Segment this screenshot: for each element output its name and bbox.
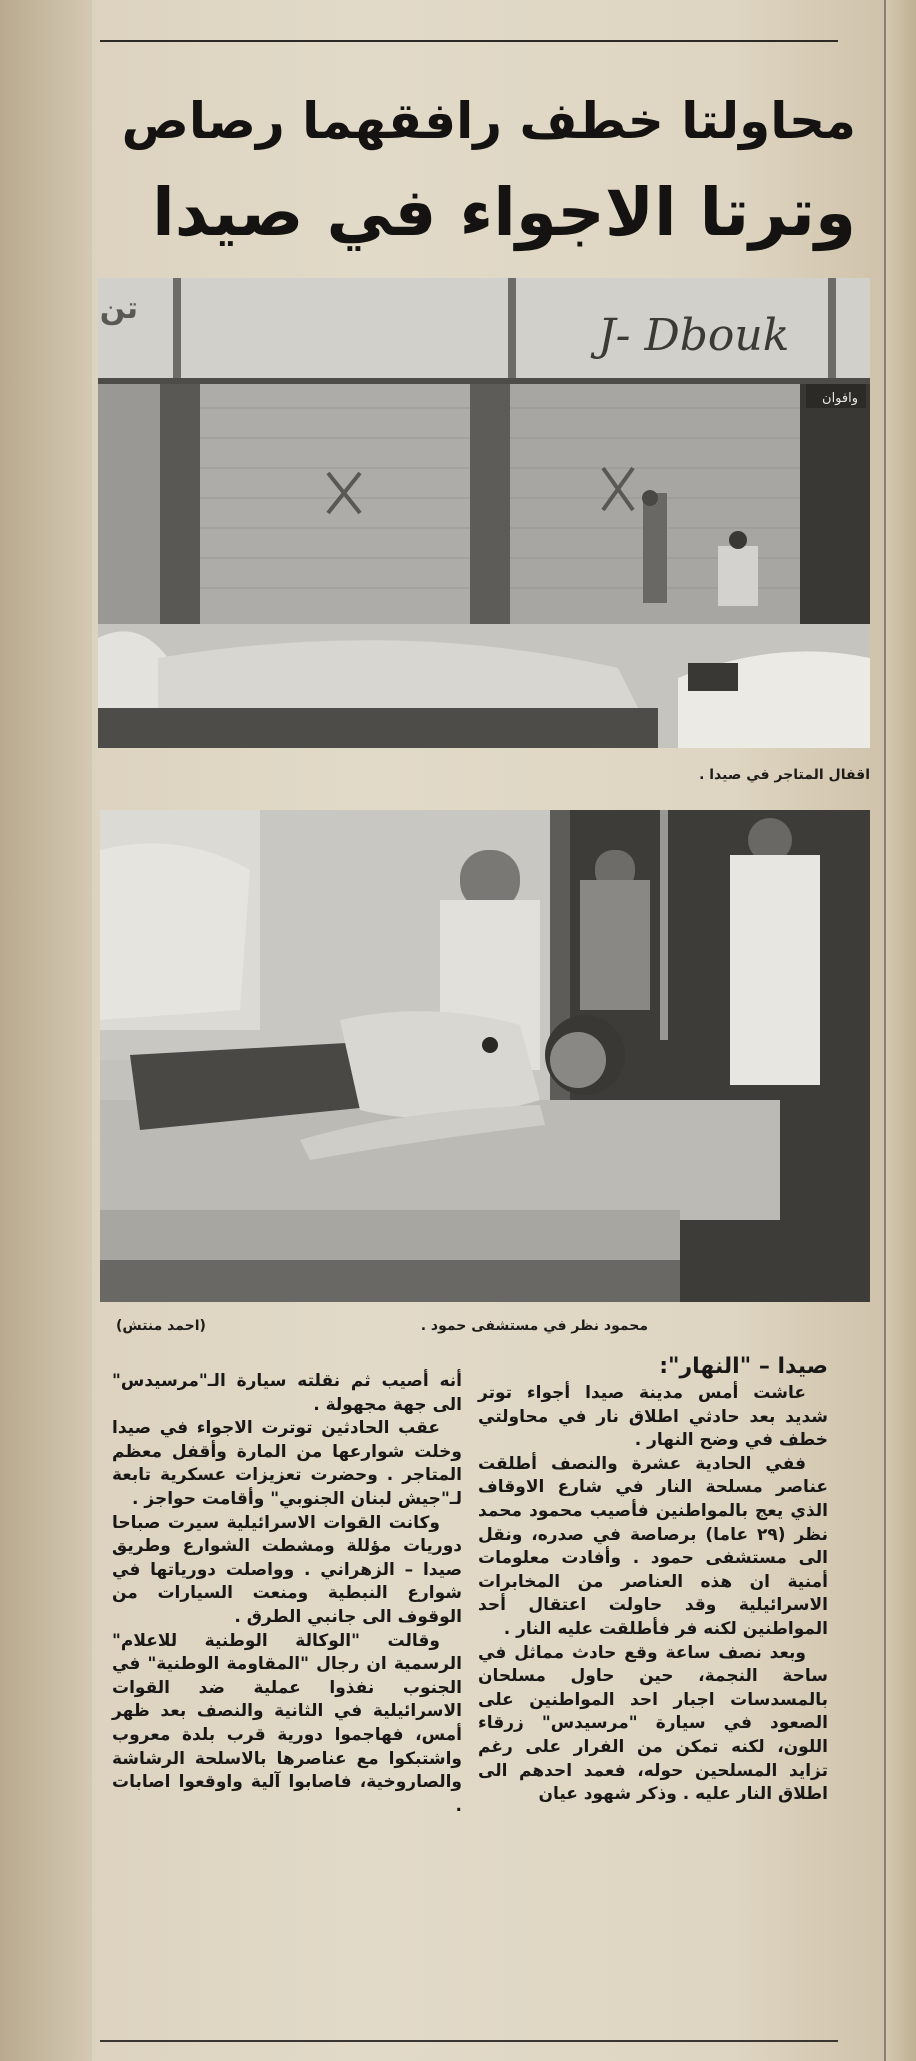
page-edge [886, 0, 916, 2061]
column-rule [884, 0, 886, 2061]
dateline: صيدا – "النهار": [659, 1354, 828, 1379]
headline-line-1: محاولتا خطف رافقهما رصاص [121, 92, 856, 150]
shop-sign-right: وافوان [822, 391, 858, 406]
article-column-left [112, 1370, 462, 1818]
paragraph: عقب الحادثين توترت الاجواء في صيدا وخلت شوارعها من المارة وأقفل معظم المتاجر . وحضرت تعزيزات عسكرية تابعة لـ"جيش لبنان الجنوبي" وأقامت حواجز . [112, 1418, 462, 1509]
article-column-right [478, 1352, 828, 1807]
page-margin-shadow [0, 0, 92, 2061]
bottom-rule [100, 2040, 838, 2042]
paragraph: وبعد نصف ساعة وقع حادث مماثل في ساحة النجمة، حين حاول مسلحان بالمسدسات اجبار احد المواطنين على الصعود في سيارة "مرسيدس" زرقاء اللون، لكنه تمكن من الفرار على رغم تزايد المسلحين حوله، فعمد احدهم الى اطلاق النار عليه . وذكر شهود عيان [478, 1642, 828, 1805]
photo-hospital [100, 810, 870, 1302]
photo-closed-shops [98, 278, 870, 748]
top-rule [100, 40, 838, 42]
closed-shops-illustration [98, 278, 870, 748]
photo-credit: (احمد منتش) [116, 1318, 206, 1334]
photo1-caption: اقفال المتاجر في صيدا . [699, 767, 870, 783]
headline-line-2: وترتا الاجواء في صيدا [152, 174, 856, 251]
photo2-caption: محمود نظر في مستشفى حمود . [420, 1318, 648, 1334]
shop-sign-left: تن [99, 291, 138, 326]
paragraph: ففي الحادية عشرة والنصف أطلقت عناصر مسلحة النار في شارع الاوقاف الذي يعج بالمواطنين فأصيب محمود محمد نظر (٢٩ عاما) برصاصة في صدره، ونقل الى مستشفى حمود . وأفادت معلومات أمنية ان هذه العناصر من المخابرات الاسرائيلية وقد حاولت اعتقال أحد المواطنين لكنه فر فأطلقت عليه النار . [478, 1453, 828, 1639]
hospital-illustration [100, 810, 870, 1302]
shop-sign: J- Dbouk [598, 310, 790, 361]
paragraph: أنه أصيب ثم نقلته سيارة الـ"مرسيدس" الى جهة مجهولة . [112, 1371, 462, 1415]
paragraph: عاشت أمس مدينة صيدا أجواء توتر شديد بعد حادثي اطلاق نار في محاولتي خطف في وضح النهار . [478, 1383, 828, 1451]
paragraph: وكانت القوات الاسرائيلية سيرت صباحا دوريات مؤللة ومشطت الشوارع وطريق صيدا – الزهراني . وواصلت دورياتها في شوارع النبطية ومنعت السيارات من الوقوف الى جانبي الطرق . [112, 1512, 462, 1627]
paragraph: وقالت "الوكالة الوطنية للاعلام" الرسمية ان رجال "المقاومة الوطنية" في الجنوب نفذوا عملية ضد القوات الاسرائيلية في الثانية والنصف بعد ظهر أمس، فهاجموا دورية قرب بلدة معروب واشتبكوا مع عناصرها بالاسلحة الرشاشة والصاروخية، فاصابوا آلية واوقعوا اصابات . [112, 1630, 462, 1816]
